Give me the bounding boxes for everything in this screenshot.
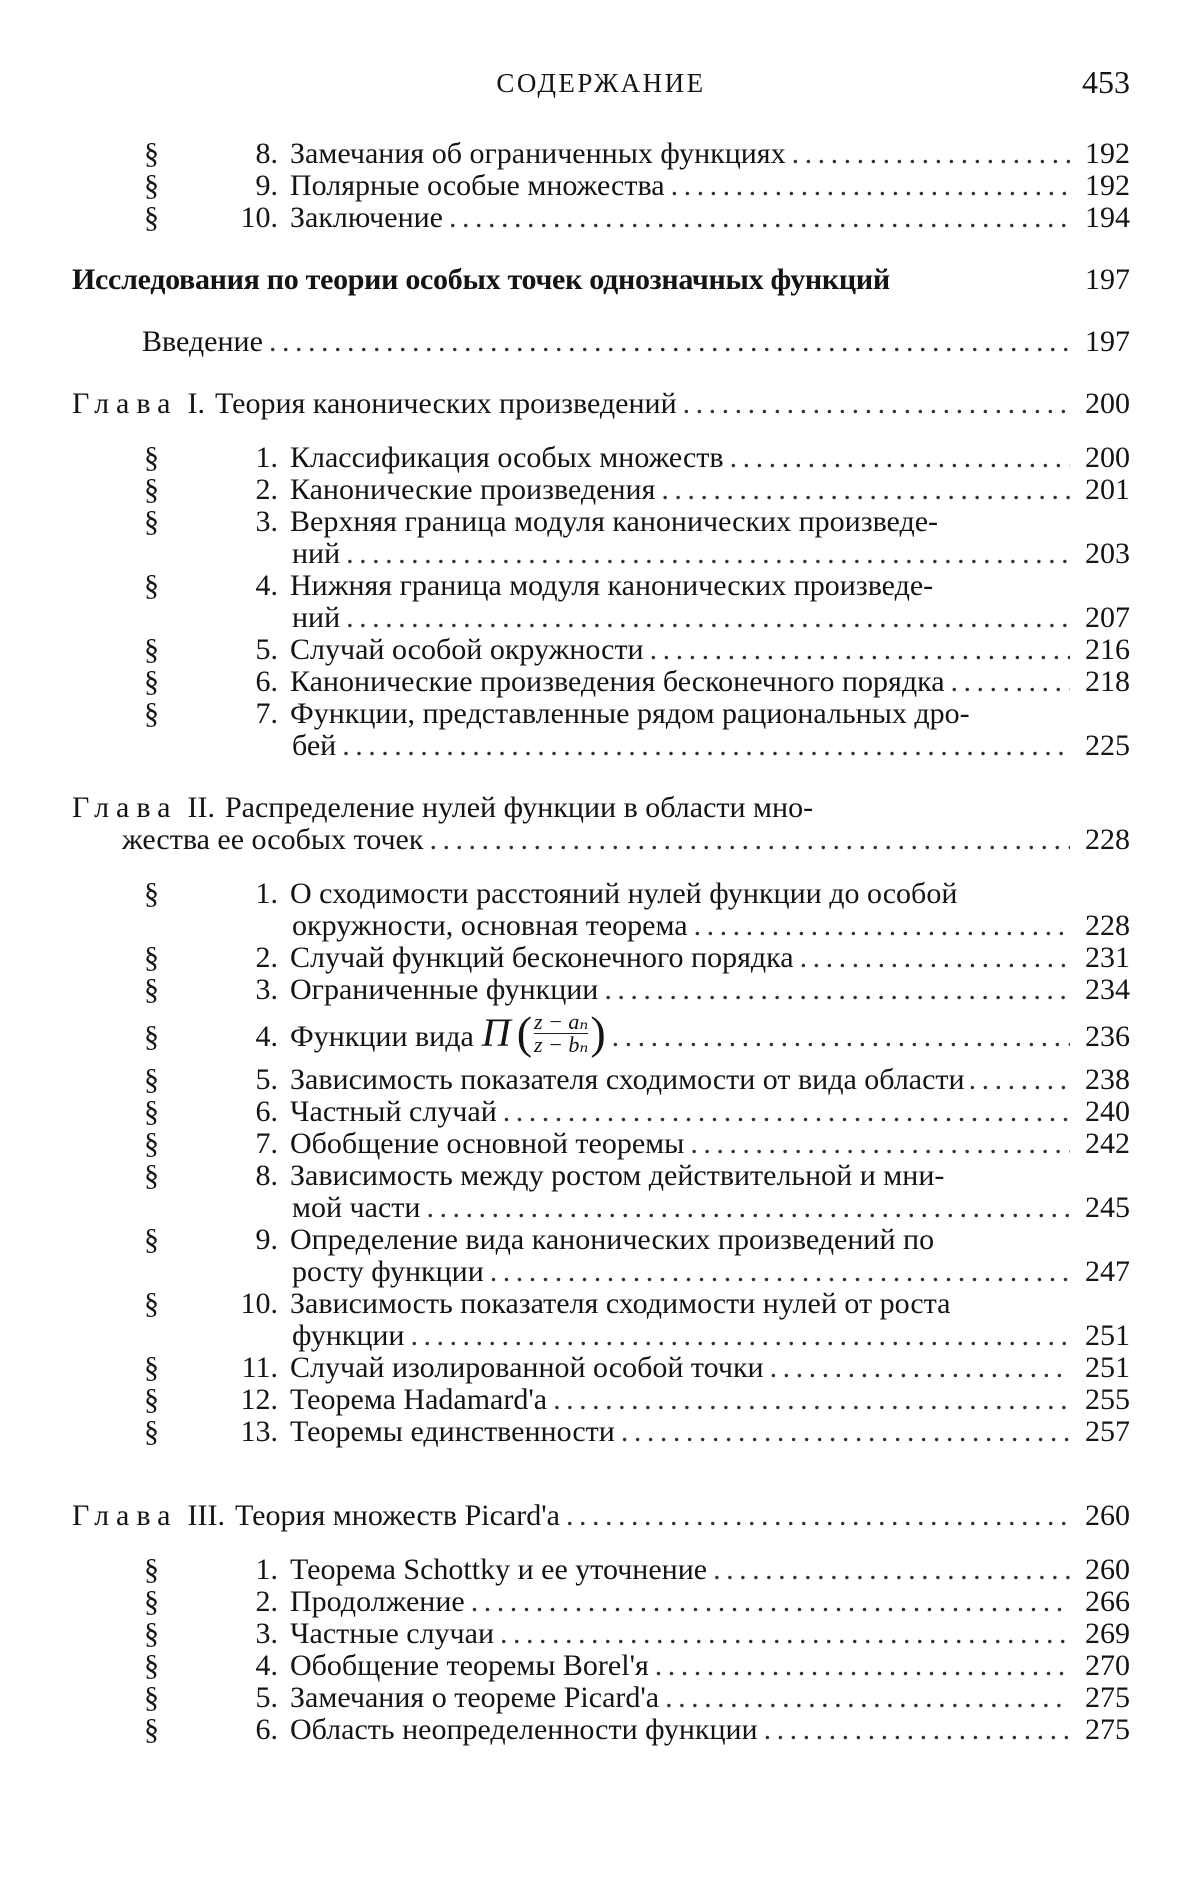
running-title: СОДЕРЖАНИЕ: [496, 68, 706, 98]
toc-entry[interactable]: [72, 1650, 1130, 1682]
section-number: 5.: [255, 1681, 278, 1714]
toc-entry[interactable]: [72, 1064, 1130, 1096]
section-title-continuation: бей: [292, 729, 337, 762]
section-mark: §: [144, 473, 159, 506]
intro-title: Введение: [142, 325, 263, 358]
section-title: Функции, представленные рядом рациональных дро-: [290, 697, 970, 730]
toc-entry[interactable]: [72, 1006, 1130, 1064]
dot-leader: [665, 1682, 1070, 1714]
chapter-label: Глава: [72, 791, 178, 824]
section-title: Зависимость показателя сходимости от вида области: [290, 1063, 965, 1096]
dot-leader: [661, 474, 1070, 506]
formula-denominator: z − bₙ: [534, 1031, 589, 1057]
section-title: Случай изолированной особой точки: [290, 1351, 764, 1384]
toc-entry[interactable]: [72, 942, 1130, 974]
section-title: Нижняя граница модуля канонических произведе-: [290, 569, 934, 602]
section-title-continuation: ний: [292, 601, 341, 634]
toc-entry[interactable]: [72, 1682, 1130, 1714]
dot-leader: [694, 910, 1070, 942]
toc-entry[interactable]: [72, 474, 1130, 506]
section-title: Канонические произведения бесконечного порядка: [290, 665, 945, 698]
section-number: 6.: [255, 665, 278, 698]
section-title-continuation: мой части: [292, 1191, 421, 1224]
section-number: 11.: [241, 1351, 278, 1384]
section-title: Классификация особых множеств: [290, 441, 724, 474]
product-symbol: Π: [481, 1010, 511, 1055]
dot-leader: [269, 326, 1070, 358]
intro-entry[interactable]: [72, 326, 1130, 358]
section-number: 1.: [255, 1553, 278, 1586]
dot-leader: [566, 1500, 1070, 1532]
toc-entry[interactable]: [72, 878, 1130, 942]
toc-entry[interactable]: [72, 1128, 1130, 1160]
toc-entry[interactable]: [72, 666, 1130, 698]
section-mark: §: [144, 169, 159, 202]
dot-leader: [342, 730, 1070, 762]
section-page: 234: [1085, 973, 1130, 1006]
toc-entry[interactable]: [72, 974, 1130, 1006]
section-number: 4.: [255, 1020, 278, 1053]
section-page: 257: [1085, 1415, 1130, 1448]
dot-leader: [500, 1618, 1070, 1650]
section-number: 6.: [255, 1713, 278, 1746]
dot-leader: [713, 1554, 1070, 1586]
section-mark: §: [144, 1223, 159, 1256]
table-of-contents: [72, 138, 1130, 1746]
section-mark: §: [144, 569, 159, 602]
section-number: 2.: [255, 473, 278, 506]
dot-leader: [770, 1352, 1070, 1384]
section-mark: §: [144, 1127, 159, 1160]
section-number: 3.: [255, 973, 278, 1006]
section-page: 203: [1085, 537, 1130, 570]
chapter-title: Распределение нулей функции в области мно-: [224, 791, 814, 824]
section-title: О сходимости расстояний нулей функции до особой: [290, 877, 958, 910]
section-page: 192: [1085, 137, 1130, 170]
section-page: 242: [1085, 1127, 1130, 1160]
section-number: 2.: [255, 941, 278, 974]
section-title-continuation: росту функции: [292, 1255, 484, 1288]
section-number: 13.: [240, 1415, 278, 1448]
section-mark: §: [144, 1095, 159, 1128]
toc-entry[interactable]: [72, 1554, 1130, 1586]
section-number: 8.: [255, 137, 278, 170]
section-number: 7.: [255, 1127, 278, 1160]
section-mark: §: [144, 1351, 159, 1384]
chapter-entry[interactable]: [72, 792, 1130, 824]
toc-entry[interactable]: [72, 202, 1130, 234]
dot-leader: [471, 1586, 1070, 1618]
section-page: 201: [1085, 473, 1130, 506]
section-mark: §: [144, 1585, 159, 1618]
section-title: Частные случаи: [290, 1617, 495, 1650]
section-mark: §: [144, 941, 159, 974]
dot-leader: [683, 388, 1070, 420]
toc-entry[interactable]: [72, 1384, 1130, 1416]
dot-leader: [553, 1384, 1070, 1416]
dot-leader: [792, 138, 1070, 170]
section-page: 207: [1085, 601, 1130, 634]
chapter-label: Глава: [72, 387, 178, 420]
section-number: 7.: [255, 697, 278, 730]
section-page: 218: [1085, 665, 1130, 698]
section-title: Частный случай: [290, 1095, 497, 1128]
section-page: 247: [1085, 1255, 1130, 1288]
chapter-entry[interactable]: [72, 1500, 1130, 1532]
dot-leader: [612, 1010, 1070, 1064]
section-title: Верхняя граница модуля канонических произведе-: [290, 505, 939, 538]
chapter-page: 260: [1085, 1499, 1130, 1532]
work-title-entry[interactable]: [72, 264, 1130, 296]
section-number: 4.: [255, 569, 278, 602]
section-page: 251: [1085, 1351, 1130, 1384]
section-title-continuation: функции: [292, 1319, 405, 1352]
chapter-entry-continuation: [72, 824, 1130, 856]
dot-leader: [621, 1416, 1070, 1448]
section-mark: §: [144, 441, 159, 474]
section-mark: §: [144, 1713, 159, 1746]
toc-entry[interactable]: [72, 1288, 1130, 1352]
section-mark: §: [144, 697, 159, 730]
section-page: 192: [1085, 169, 1130, 202]
section-title: [290, 1006, 606, 1064]
section-number: 10.: [240, 1287, 278, 1320]
toc-entry[interactable]: [72, 138, 1130, 170]
chapter-title-continuation: жества ее особых точек: [122, 823, 424, 856]
section-mark: §: [144, 1649, 159, 1682]
toc-entry[interactable]: [72, 634, 1130, 666]
section-mark: §: [144, 1020, 159, 1053]
section-mark: §: [144, 201, 159, 234]
section-title: Зависимость между ростом действительной и мни-: [290, 1159, 945, 1192]
section-mark: §: [144, 1159, 159, 1192]
toc-entry[interactable]: [72, 506, 1130, 570]
chapter-number: III.: [187, 1499, 225, 1532]
section-number: 6.: [255, 1095, 278, 1128]
section-title: Заключение: [290, 201, 443, 234]
chapter-page: 228: [1085, 823, 1130, 856]
section-mark: §: [144, 1383, 159, 1416]
dot-leader: [346, 602, 1070, 634]
section-page: 266: [1085, 1585, 1130, 1618]
section-page: 238: [1085, 1063, 1130, 1096]
section-page: 270: [1085, 1649, 1130, 1682]
section-number: 9.: [255, 1223, 278, 1256]
section-title: Область неопределенности функции: [290, 1713, 758, 1746]
dot-leader: [969, 1064, 1072, 1096]
section-title: Замечания об ограниченных функциях: [290, 137, 786, 170]
dot-leader: [690, 1128, 1070, 1160]
section-number: 12.: [240, 1383, 278, 1416]
toc-entry[interactable]: [72, 1096, 1130, 1128]
dot-leader: [764, 1714, 1070, 1746]
chapter-label: Глава: [72, 1499, 178, 1532]
section-number: 5.: [255, 1063, 278, 1096]
section-page: 255: [1085, 1383, 1130, 1416]
dot-leader: [650, 634, 1070, 666]
section-page: 269: [1085, 1617, 1130, 1650]
section-title-continuation: ний: [292, 537, 341, 570]
dot-leader: [411, 1320, 1071, 1352]
section-mark: §: [144, 633, 159, 666]
section-number: 1.: [255, 877, 278, 910]
section-page: 240: [1085, 1095, 1130, 1128]
section-title: Случай функций бесконечного порядка: [290, 941, 794, 974]
dot-leader: [951, 666, 1070, 698]
section-page: 194: [1085, 201, 1130, 234]
section-number: 4.: [255, 1649, 278, 1682]
dot-leader: [426, 1192, 1070, 1224]
chapter-number: I.: [187, 387, 205, 420]
section-number: 2.: [255, 1585, 278, 1618]
section-page: 216: [1085, 633, 1130, 666]
section-number: 3.: [255, 505, 278, 538]
section-number: 10.: [240, 201, 278, 234]
section-number: 9.: [255, 169, 278, 202]
toc-entry[interactable]: [72, 442, 1130, 474]
toc-entry[interactable]: [72, 698, 1130, 762]
dot-leader: [730, 442, 1070, 474]
section-page: 245: [1085, 1191, 1130, 1224]
section-mark: §: [144, 1415, 159, 1448]
dot-leader: [449, 202, 1070, 234]
section-title: Замечания о теореме Picard'a: [290, 1681, 660, 1714]
intro-page: 197: [1085, 325, 1130, 358]
section-mark: §: [144, 973, 159, 1006]
section-page: 275: [1085, 1713, 1130, 1746]
formula-numerator: z − aₙ: [534, 1008, 589, 1034]
section-page: 251: [1085, 1319, 1130, 1352]
chapter-number: II.: [187, 791, 215, 824]
section-page: 200: [1085, 441, 1130, 474]
dot-leader: [503, 1096, 1070, 1128]
toc-entry[interactable]: [72, 570, 1130, 634]
section-title: Канонические произведения: [290, 473, 656, 506]
dot-leader: [655, 1650, 1070, 1682]
chapter-page: 200: [1085, 387, 1130, 420]
dot-leader: [490, 1256, 1070, 1288]
section-page: 231: [1085, 941, 1130, 974]
toc-entry[interactable]: [72, 1416, 1130, 1448]
section-title: Зависимость показателя сходимости нулей от роста: [290, 1287, 951, 1320]
section-mark: §: [144, 1617, 159, 1650]
section-title: Случай особой окружности: [290, 633, 644, 666]
section-mark: §: [144, 1063, 159, 1096]
section-mark: §: [144, 137, 159, 170]
chapter-title: Теория канонических произведений: [214, 387, 677, 420]
section-title: Обобщение теоремы Borel'я: [290, 1649, 649, 1682]
section-title: Обобщение основной теоремы: [290, 1127, 685, 1160]
toc-entry[interactable]: [72, 1160, 1130, 1224]
section-title: Теорема Schottky и ее уточнение: [290, 1553, 708, 1586]
section-title-text: Функции вида: [290, 1020, 474, 1053]
toc-entry[interactable]: [72, 1224, 1130, 1288]
dot-leader: [429, 824, 1070, 856]
toc-entry[interactable]: [72, 1352, 1130, 1384]
section-mark: §: [144, 877, 159, 910]
work-title: Исследования по теории особых точек однозначных функций: [72, 263, 890, 296]
section-number: 1.: [255, 441, 278, 474]
dot-leader: [671, 170, 1070, 202]
section-page: 260: [1085, 1553, 1130, 1586]
section-title-continuation: окружности, основная теорема: [292, 909, 688, 942]
section-page: 236: [1085, 1020, 1130, 1053]
chapter-entry[interactable]: [72, 388, 1130, 420]
dot-leader: [800, 942, 1070, 974]
section-title: Теорема Hadamard'a: [290, 1383, 548, 1416]
work-page: 197: [1085, 263, 1130, 296]
section-title: Продолжение: [290, 1585, 465, 1618]
section-mark: §: [144, 1287, 159, 1320]
toc-entry[interactable]: [72, 1618, 1130, 1650]
section-title: Полярные особые множества: [290, 169, 665, 202]
section-page: 228: [1085, 909, 1130, 942]
section-title: Определение вида канонических произведений по: [290, 1223, 935, 1256]
toc-entry[interactable]: [72, 170, 1130, 202]
section-page: 225: [1085, 729, 1130, 762]
section-mark: §: [144, 1553, 159, 1586]
running-header: [72, 64, 1130, 104]
dot-leader: [346, 538, 1070, 570]
section-number: 8.: [255, 1159, 278, 1192]
section-number: 3.: [255, 1617, 278, 1650]
page-number: 453: [1082, 64, 1130, 100]
section-mark: §: [144, 505, 159, 538]
toc-entry[interactable]: [72, 1586, 1130, 1618]
section-page: 275: [1085, 1681, 1130, 1714]
section-title: Ограниченные функции: [290, 973, 599, 1006]
dot-leader: [604, 974, 1070, 1006]
section-title: Теоремы единственности: [290, 1415, 615, 1448]
section-mark: §: [144, 665, 159, 698]
chapter-title: Теория множеств Picard'a: [234, 1499, 560, 1532]
toc-entry[interactable]: [72, 1714, 1130, 1746]
section-mark: §: [144, 1681, 159, 1714]
product-formula: Π ( $\frac{\text{z − aₙ}}{\text{z − bₙ}}$ ): [481, 1007, 606, 1058]
section-number: 5.: [255, 633, 278, 666]
